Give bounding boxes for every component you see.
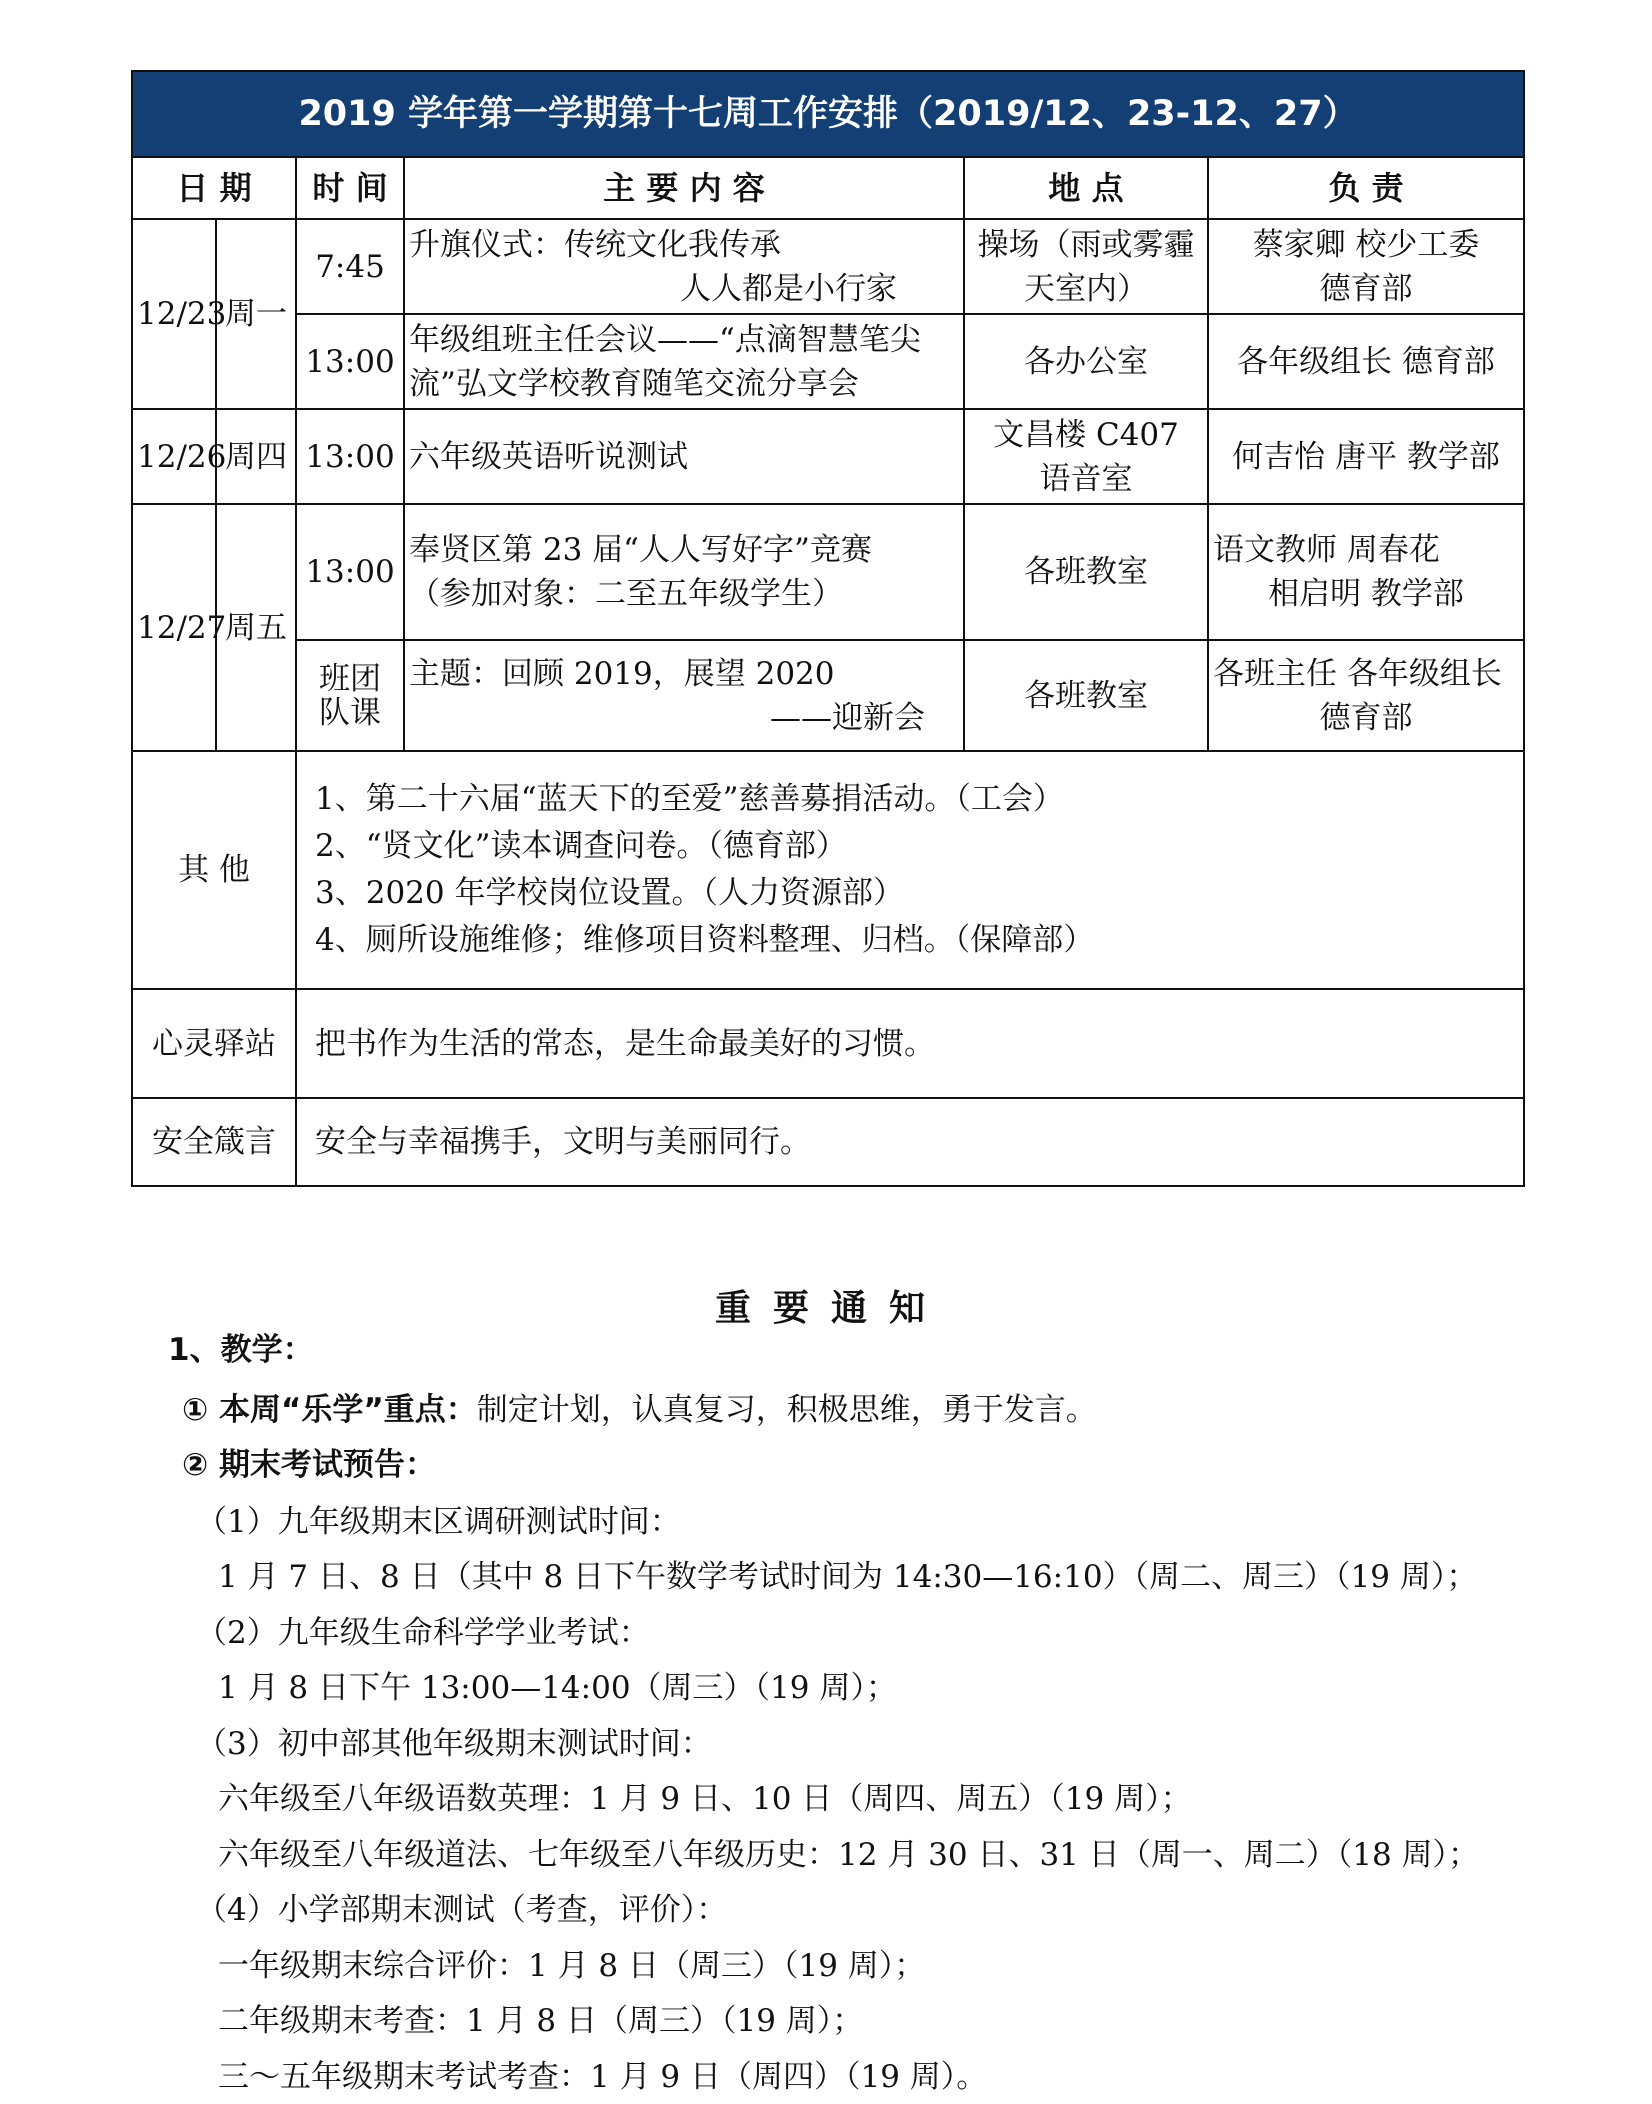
row-weekday: 周五 <box>216 504 296 751</box>
item-label: ① 本周“乐学”重点： <box>182 1392 477 1428</box>
notice-line: （2）九年级生命科学学业考试： <box>196 1615 650 1651</box>
safety-text: 安全与幸福携手，文明与美丽同行。 <box>296 1098 1524 1186</box>
row-date: 12/26 <box>132 409 216 504</box>
notice-line: （3）初中部其他年级期末测试时间： <box>196 1726 712 1762</box>
owner-line: 德育部 <box>1319 699 1413 736</box>
row-owner <box>1208 640 1524 751</box>
row-content: 六年级英语听说测试 <box>404 409 964 504</box>
header-date: 日 期 <box>132 157 296 219</box>
safety-row <box>132 1098 1524 1186</box>
row-date: 12/27 <box>132 504 216 751</box>
row-place: 各班教室 <box>964 504 1208 640</box>
content-line: 升旗仪式：传统文化我传承 <box>409 226 781 263</box>
notice-line: 三～五年级期末考试考查：1 月 9 日（周四）（19 周）。 <box>218 2059 988 2095</box>
list-item: 4、厕所设施维修；维修项目资料整理、归档。（保障部） <box>315 922 1095 958</box>
row-place <box>964 219 1208 314</box>
place-line: 文昌楼 C407 <box>993 416 1179 453</box>
row-content <box>404 640 964 751</box>
owner-line: 相启明 教学部 <box>1268 576 1464 612</box>
schedule-title: 2019 学年第一学期第十七周工作安排（2019/12、23-12、27） <box>132 71 1524 157</box>
place-line: 语音室 <box>1039 460 1133 497</box>
row-content <box>404 219 964 314</box>
table-row <box>132 409 1524 504</box>
misc-list <box>296 751 1524 989</box>
notice-line: 一年级期末综合评价：1 月 8 日（周三）（19 周）； <box>218 1948 926 1984</box>
row-place <box>964 409 1208 504</box>
owner-line: 各班主任 各年级组长 <box>1213 655 1502 692</box>
row-owner: 各年级组长 德育部 <box>1208 314 1524 409</box>
section-teaching: 1、教学： <box>168 1332 314 1368</box>
notice-title: 重要通知 <box>714 1288 947 1329</box>
list-item: 2、“贤文化”读本调查问卷。（德育部） <box>315 828 847 864</box>
soul-text: 把书作为生活的常态，是生命最美好的习惯。 <box>296 989 1524 1098</box>
safety-label: 安全箴言 <box>132 1098 296 1186</box>
table-row <box>132 504 1524 640</box>
table-row <box>132 640 1524 751</box>
soul-label: 心灵驿站 <box>132 989 296 1098</box>
table-row <box>132 314 1524 409</box>
table-row <box>132 219 1524 314</box>
list-item: 1、第二十六届“蓝天下的至爱”慈善募捐活动。（工会） <box>315 781 1064 817</box>
notice-line: （1）九年级期末区调研测试时间： <box>196 1504 681 1540</box>
row-time: 13:00 <box>296 314 404 409</box>
content-line: 奉贤区第 23 届“人人写好字”竞赛 <box>409 532 872 568</box>
notice-line: 1 月 8 日下午 13:00—14:00（周三）（19 周）； <box>218 1670 897 1706</box>
place-line: 天室内） <box>1024 270 1148 307</box>
notice-item-2: ② 期末考试预告： <box>182 1447 437 1483</box>
row-time: 13:00 <box>296 409 404 504</box>
content-line: 年级组班主任会议——“点滴智慧笔尖 <box>409 321 921 358</box>
schedule-table <box>131 70 1525 1187</box>
row-weekday: 周四 <box>216 409 296 504</box>
header-owner: 负 责 <box>1208 157 1524 219</box>
misc-row <box>132 751 1524 989</box>
owner-line: 蔡家卿 校少工委 <box>1252 226 1480 263</box>
misc-label: 其 他 <box>132 751 296 989</box>
row-owner <box>1208 219 1524 314</box>
content-line: 人人都是小行家 <box>680 270 897 307</box>
notice-line: 1 月 7 日、8 日（其中 8 日下午数学考试时间为 14:30—16:10）（周二、周三）（19 周）； <box>218 1559 1478 1595</box>
row-place: 各办公室 <box>964 314 1208 409</box>
row-content <box>404 314 964 409</box>
header-place: 地 点 <box>964 157 1208 219</box>
row-place: 各班教室 <box>964 640 1208 751</box>
content-line: ——迎新会 <box>770 699 925 736</box>
row-content <box>404 504 964 640</box>
header-time: 时 间 <box>296 157 404 219</box>
place-line: 操场（雨或雾霾 <box>977 226 1195 263</box>
time-line: 队课 <box>319 694 381 731</box>
content-line: 主题：回顾 2019，展望 2020 <box>409 655 835 692</box>
row-owner: 何吉怡 唐平 教学部 <box>1208 409 1524 504</box>
content-line: （参加对象：二至五年级学生） <box>409 576 843 612</box>
notice-section <box>0 1280 1652 1331</box>
row-weekday: 周一 <box>216 219 296 409</box>
row-date: 12/23 <box>132 219 216 409</box>
item-text: 制定计划，认真复习，积极思维，勇于发言。 <box>476 1392 1097 1428</box>
owner-line: 语文教师 周春花 <box>1213 532 1440 568</box>
notice-line: （4）小学部期末测试（考查，评价）： <box>196 1892 728 1928</box>
owner-line: 德育部 <box>1319 270 1413 307</box>
row-time: 13:00 <box>296 504 404 640</box>
notice-line: 六年级至八年级语数英理：1 月 9 日、10 日（周四、周五）（19 周）； <box>218 1781 1192 1817</box>
list-item: 3、2020 年学校岗位设置。（人力资源部） <box>315 875 904 911</box>
time-line: 班团 <box>319 660 381 697</box>
row-time <box>296 640 404 751</box>
notice-line: 二年级期末考查：1 月 8 日（周三）（19 周）； <box>218 2003 864 2039</box>
content-line: 流”弘文学校教育随笔交流分享会 <box>409 365 859 402</box>
header-content: 主 要 内 容 <box>404 157 964 219</box>
soul-row <box>132 989 1524 1098</box>
row-owner <box>1208 504 1524 640</box>
notice-item-1 <box>182 1390 1097 1430</box>
row-time: 7:45 <box>296 219 404 314</box>
notice-line: 六年级至八年级道法、七年级至八年级历史：12 月 30 日、31 日（周一、周二）（18 周）； <box>218 1837 1480 1873</box>
